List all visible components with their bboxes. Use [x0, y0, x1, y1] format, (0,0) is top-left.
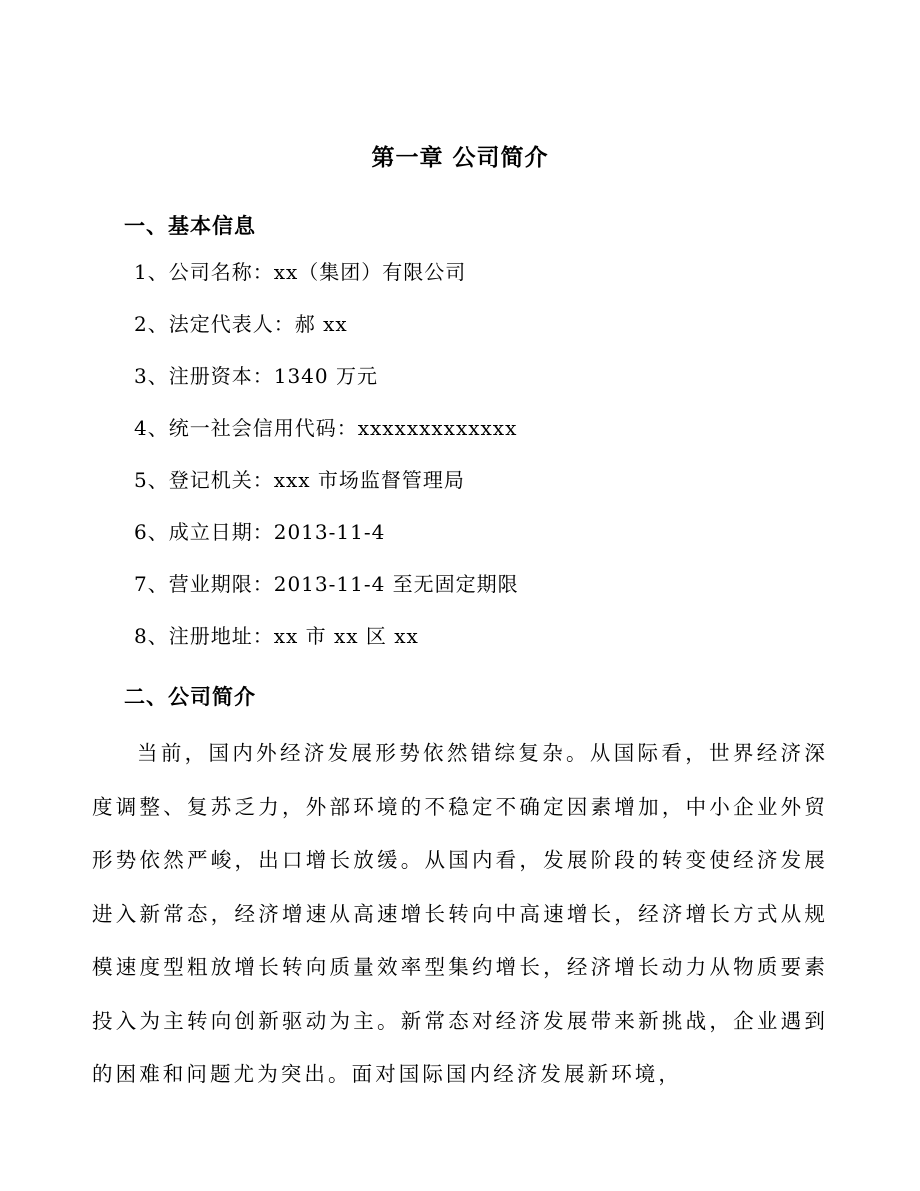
company-profile-paragraph: 当前，国内外经济发展形势依然错综复杂。从国际看，世界经济深度调整、复苏乏力，外部环境的不稳定不确定因素增加，中小企业外贸形势依然严峻，出口增长放缓。从国内看，发展阶段的转变使经济发展进入新常态，经济增速从高速增长转向中高速增长，经济增长方式从规模速度型粗放增长转向质量效率型集约增长，经济增长动力从物质要素投入为主转向创新驱动为主。新常态对经济发展带来新挑战，企业遇到的困难和问题尤为突出。面对国际国内经济发展新环境， — [92, 741, 828, 1086]
chapter-title: 第一章 公司简介 — [371, 144, 549, 171]
info-item-established-date: 6、成立日期：2013-11-4 — [134, 520, 386, 544]
info-item-registered-address: 8、注册地址：xx 市 xx 区 xx — [134, 624, 419, 648]
info-item-business-term: 7、营业期限：2013-11-4 至无固定期限 — [134, 572, 519, 596]
info-item-company-name: 1、公司名称：xx（集团）有限公司 — [134, 260, 467, 284]
section-heading-company-profile: 二、公司简介 — [124, 684, 256, 709]
basic-info-list — [134, 254, 519, 670]
info-item-credit-code: 4、统一社会信用代码：xxxxxxxxxxxxx — [134, 416, 518, 440]
section-heading-basic-info: 一、基本信息 — [124, 213, 256, 238]
info-item-registered-capital: 3、注册资本：1340 万元 — [134, 364, 378, 388]
info-item-registration-authority: 5、登记机关：xxx 市场监督管理局 — [134, 468, 465, 492]
info-item-legal-representative: 2、法定代表人：郝 xx — [134, 312, 348, 336]
